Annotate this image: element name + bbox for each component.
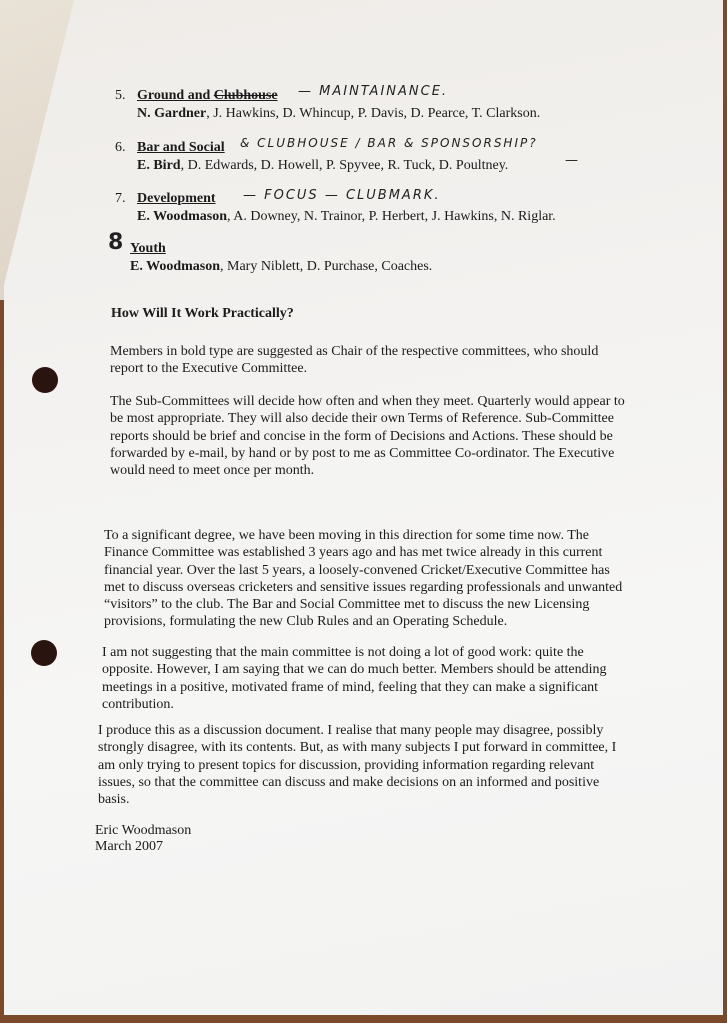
handwritten-dash: — (565, 153, 580, 168)
punch-hole (31, 640, 57, 666)
handwritten-note: — FOCUS — CLUBMARK. (243, 188, 441, 203)
paragraph: I am not suggesting that the main committee is not doing a lot of good work: quite the opposite. However, I am saying that we can do much better. Members should be attending meetings in a positive, motivated frame of mind, feeling that they can make a significant contribution. (102, 645, 607, 712)
committee-members (137, 105, 540, 122)
chair-name: E. Woodmason (137, 209, 227, 224)
member-list: , D. Edwards, D. Howell, P. Spyvee, R. Tuck, D. Poultney. (180, 158, 509, 173)
item-number: 6. (115, 140, 126, 155)
paragraph: Members in bold type are suggested as Chair of the respective committees, who should report to the Executive Committee. (110, 344, 599, 377)
member-list: , A. Downey, N. Trainor, P. Herbert, J. Hawkins, N. Riglar. (227, 209, 556, 224)
title-text: Ground and (137, 88, 211, 103)
chair-name: E. Woodmason (130, 259, 220, 274)
paragraph: I produce this as a discussion document. I realise that many people may disagree, possibly strongly disagree, with its contents. But, as with many subjects I put forward in committee, I am only trying to present topics for discussion, providing information regarding relevant issues, so that the committee can discuss and make decisions on an informed and positive basis. (98, 723, 617, 808)
committee-members (137, 208, 556, 225)
item-number: 7. (115, 191, 126, 206)
committee-title (137, 87, 278, 104)
signature-name: Eric Woodmason (95, 823, 192, 838)
item-number: 5. (115, 88, 126, 103)
signature-date: March 2007 (95, 839, 164, 854)
member-list: , Mary Niblett, D. Purchase, Coaches. (220, 259, 433, 274)
member-list: , J. Hawkins, D. Whincup, P. Davis, D. Pearce, T. Clarkson. (206, 106, 541, 121)
committee-members (130, 258, 432, 275)
chair-name: N. Gardner (137, 106, 207, 121)
handwritten-number: 8 (108, 230, 124, 255)
paragraph: The Sub-Committees will decide how often and when they meet. Quarterly would appear to be most appropriate. They will also decide their own Terms of Reference. Sub-Committee reports should be brief and concise in the form of Decisions and Actions. These should be forwarded by e-mail, by hand or by post to me as Committee Co-ordinator. The Executive would need to meet once per month. (110, 394, 625, 479)
committee-title: Development (137, 191, 216, 206)
committee-title: Bar and Social (137, 140, 225, 155)
committee-members (137, 157, 508, 174)
chair-name: E. Bird (137, 158, 181, 173)
paragraph: To a significant degree, we have been moving in this direction for some time now. The Finance Committee was established 3 years ago and has met twice already in this current financial year. Over the last 5 years, a loosely-convened Cricket/Executive Committee has met to discuss overseas cricketers and sensitive issues regarding professionals and unwanted “visitors” to the club. The Bar and Social Committee met to discuss the new Licensing provisions, formulating the new Club Rules and an Operating Schedule. (104, 528, 623, 630)
handwritten-note: & CLUBHOUSE / BAR & SPONSORSHIP? (240, 136, 538, 150)
committee-title: Youth (130, 241, 166, 256)
section-heading: How Will It Work Practically? (111, 306, 294, 321)
paper-sheet (4, 0, 723, 1015)
punch-hole (32, 367, 58, 393)
struck-title-text: Clubhouse (213, 88, 278, 103)
handwritten-note: — MAINTAINANCE. (298, 84, 449, 99)
